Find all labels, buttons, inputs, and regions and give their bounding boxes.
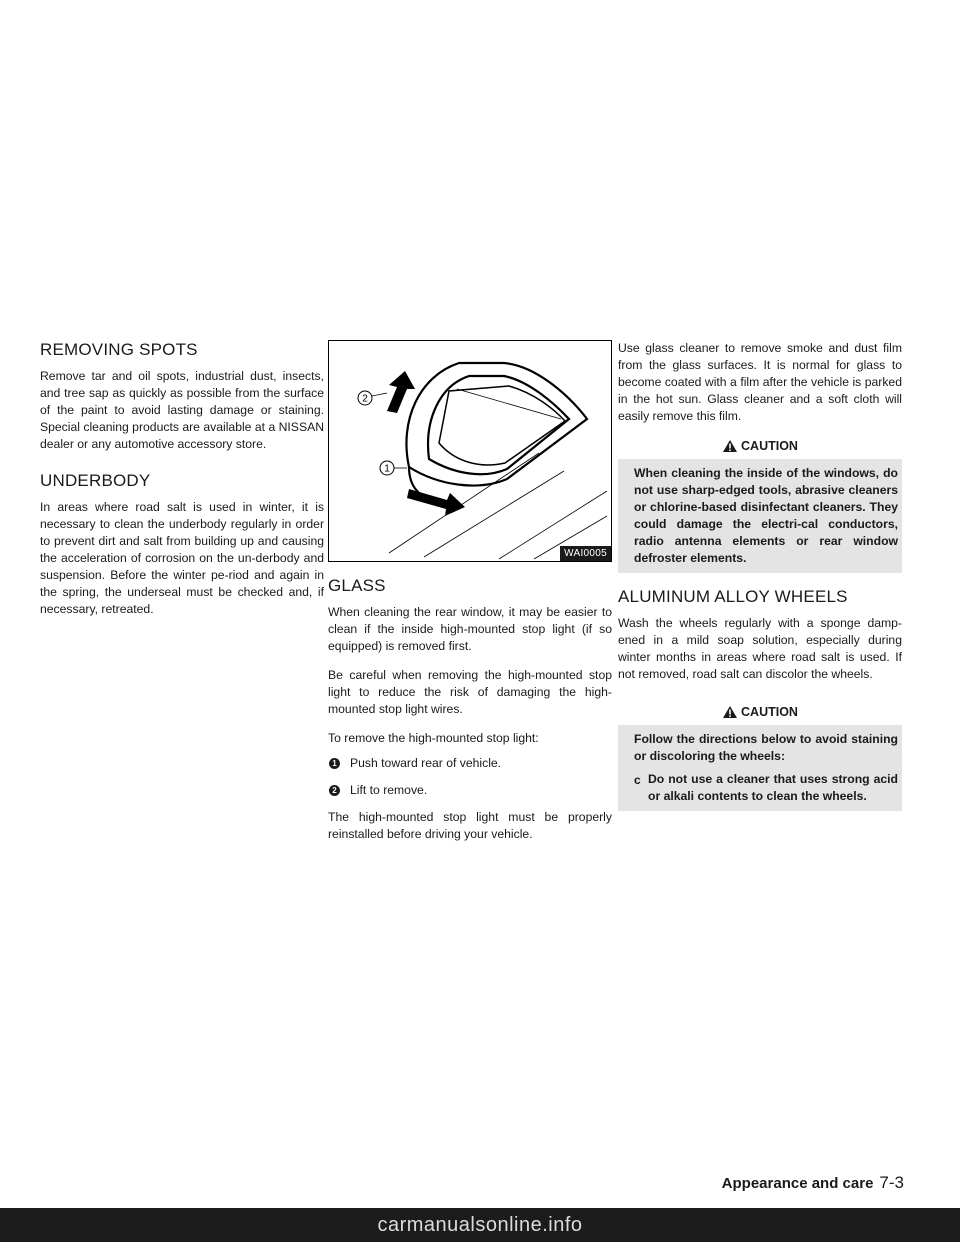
wheels-caution-bullet — [634, 771, 898, 805]
page-number: 7-3 — [879, 1173, 904, 1192]
wheels-caution-title: CAUTION — [741, 705, 798, 719]
glass-text-5: Use glass cleaner to remove smoke and dust film from the glass surfaces. It is normal for glass to become coated with a film after the vehicle is parked in the hot sun. Glass cleaner and a soft cloth will easily remove this film. — [618, 341, 902, 423]
glass-text-1: When cleaning the rear window, it may be easier to clean if the inside high-mounted stop light (if so equipped) is removed first. — [328, 605, 612, 653]
glass-caution-title: CAUTION — [741, 439, 798, 453]
step-1 — [328, 755, 612, 772]
underbody-text: In areas where road salt is used in winter, it is necessary to clean the underbody regularly in order to prevent dirt and salt from building up and causing the acceleration of corrosion on the un-derbody and suspension. Before the winter pe-riod and again in the spring, the underseal must be checked and, if necessary, retreated. — [40, 500, 324, 616]
wheels-caution-header — [618, 703, 902, 725]
glass-text-2: Be careful when removing the high-mounted stop light to reduce the risk of damaging the high-mounted stop light wires. — [328, 668, 612, 716]
step-2-text: Lift to remove. — [350, 783, 428, 797]
wheels-caution-body — [618, 725, 902, 811]
warning-triangle-icon — [722, 439, 738, 453]
figure-code: WAI0005 — [560, 546, 611, 561]
wheels-heading: ALUMINUM ALLOY WHEELS — [618, 587, 848, 606]
wheels-caution-intro: Follow the directions below to avoid staining or discoloring the wheels: — [634, 732, 898, 763]
glass-caution-box — [618, 437, 902, 573]
glass-heading: GLASS — [328, 576, 386, 595]
wheels-text: Wash the wheels regularly with a sponge damp-ened in a mild soap solution, especially during winter months in areas where road salt is used. If not removed, road salt can discolor the wheels. — [618, 616, 902, 681]
bullet-icon: c — [634, 773, 641, 787]
column-right — [618, 340, 902, 825]
glass-text-3: To remove the high-mounted stop light: — [328, 731, 539, 745]
glass-caution-text: When cleaning the inside of the windows, do not use sharp-edged tools, abrasive cleaners or chlorine-based disinfectant cleaners. They could damage the electri-cal conductors, radio antenna elements or rear window defroster elements. — [634, 466, 898, 565]
column-middle — [328, 340, 612, 855]
glass-caution-header — [618, 437, 902, 459]
step-1-number: 1 — [329, 758, 340, 769]
step-2 — [328, 782, 612, 799]
wheels-caution-box — [618, 703, 902, 811]
rear-window-illustration — [329, 341, 611, 561]
footer-section-name: Appearance and care — [721, 1175, 874, 1192]
underbody-heading: UNDERBODY — [40, 471, 151, 490]
wheels-caution-bullet-text: Do not use a cleaner that uses strong acid or alkali contents to clean the wheels. — [648, 772, 898, 803]
callout-1: 1 — [384, 463, 390, 475]
watermark-banner: carmanualsonline.info — [0, 1208, 960, 1242]
glass-text-4: The high-mounted stop light must be properly reinstalled before driving your vehicle. — [328, 810, 612, 841]
step-1-text: Push toward rear of vehicle. — [350, 756, 502, 770]
stop-light-figure — [328, 340, 612, 562]
column-left — [40, 340, 324, 630]
callout-2: 2 — [362, 393, 368, 405]
page-footer — [722, 1173, 904, 1193]
removing-spots-heading: REMOVING SPOTS — [40, 340, 198, 359]
removing-spots-text: Remove tar and oil spots, industrial dust, insects, and tree sap as quickly as possible from the surface of the paint to avoid lasting damage or staining. Special cleaning products are available at a NISSAN dealer or any automotive accessory store. — [40, 369, 324, 451]
step-2-number: 2 — [329, 785, 340, 796]
warning-triangle-icon — [722, 705, 738, 719]
